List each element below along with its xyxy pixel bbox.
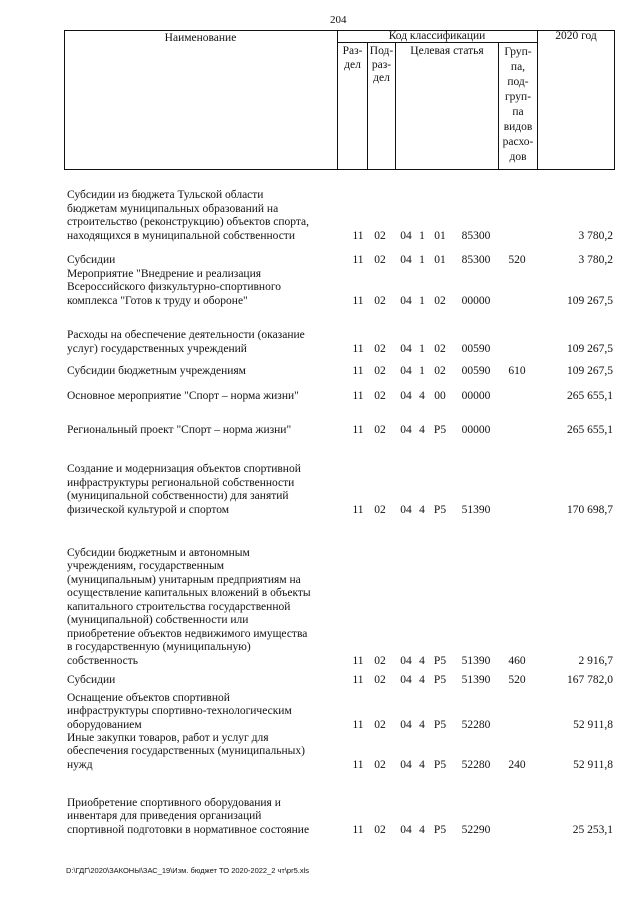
cell-ts1: 04 [400,758,412,771]
cell-ts2: 4 [419,673,425,686]
cell-podrazdel: 02 [374,364,386,377]
cell-ts3: P5 [433,823,447,836]
cell-amount: 52 911,8 [573,758,613,771]
footer-file-path: D:\ГДГ\2020\ЗАКОНЫ\ЗАС_19\Изм. бюджет ТО 2020-2022_2 чт\pr5.xls [66,866,310,875]
header-razdel: Раз- дел [342,45,363,71]
cell-ts2: 4 [419,758,425,771]
cell-amount: 265 655,1 [567,389,613,402]
cell-razdel: 11 [352,342,364,355]
cell-ts3: 02 [434,364,446,377]
cell-ts1: 04 [400,294,412,307]
cell-razdel: 11 [352,823,364,836]
cell-podrazdel: 02 [374,673,386,686]
row-name: Субсидии [67,253,116,266]
cell-ts2: 1 [419,364,425,377]
cell-razdel: 11 [352,423,364,436]
cell-group: 460 [508,654,526,667]
cell-ts3: P5 [433,654,447,667]
row-name: Приобретение спортивного оборудования и инвентаря для приведения организаций спортивной подготовки в нормативное состояние [67,796,310,836]
cell-ts1: 04 [400,673,412,686]
row-name: Основное мероприятие "Спорт – норма жизни" [67,389,299,402]
cell-amount: 109 267,5 [567,342,613,355]
cell-amount: 52 911,8 [573,718,613,731]
cell-amount: 25 253,1 [572,823,613,836]
cell-podrazdel: 02 [374,253,386,266]
cell-ts2: 1 [419,342,425,355]
cell-podrazdel: 02 [374,389,386,402]
cell-ts4: 85300 [461,253,491,266]
cell-ts1: 04 [400,342,412,355]
row-name: Субсидии бюджетным и автономным учреждениям, государственным (муниципальным) унитарным предприятиям на осуществление капитальных вложений в объекты капитального строительства государственной (муниципальной) собственности или приобретение объектов недвижимого имущества в государственную (муниципальную) собственность [67,546,311,667]
cell-razdel: 11 [352,673,364,686]
cell-ts4: 00000 [461,294,491,307]
cell-group: 610 [508,364,526,377]
header-target-article: Целевая статья [410,45,484,57]
cell-razdel: 11 [352,229,364,242]
row-name: Региональный проект "Спорт – норма жизни" [67,423,292,436]
cell-podrazdel: 02 [374,423,386,436]
cell-razdel: 11 [352,503,364,516]
cell-razdel: 11 [352,294,364,307]
cell-razdel: 11 [352,758,364,771]
cell-ts2: 4 [419,718,425,731]
cell-ts1: 04 [400,654,412,667]
cell-ts2: 4 [419,423,425,436]
cell-ts2: 1 [419,253,425,266]
cell-amount: 109 267,5 [567,364,613,377]
row-name: Иные закупки товаров, работ и услуг для обеспечения государственных (муниципальных) нужд [67,731,305,771]
cell-ts1: 04 [400,423,412,436]
cell-podrazdel: 02 [374,503,386,516]
cell-podrazdel: 02 [374,654,386,667]
cell-ts3: P5 [433,758,447,771]
cell-podrazdel: 02 [374,342,386,355]
cell-razdel: 11 [352,654,364,667]
cell-ts4: 52290 [461,823,491,836]
row-name: Создание и модернизация объектов спортивной инфраструктуры региональной собственности (муниципальной собственности) для занятий физической культурой и спортом [67,463,301,516]
header-name: Наименование [164,32,237,44]
cell-ts3: 02 [434,342,446,355]
cell-group: 240 [508,758,526,771]
cell-amount: 109 267,5 [567,294,613,307]
cell-podrazdel: 02 [374,823,386,836]
cell-ts3: P5 [433,718,447,731]
cell-razdel: 11 [352,389,364,402]
header-group: Груп- па, под- груп- па видов расхо- дов [502,46,534,163]
cell-ts1: 04 [400,364,412,377]
cell-ts4: 00590 [461,364,491,377]
cell-ts3: 01 [434,253,446,266]
cell-amount: 170 698,7 [567,503,613,516]
cell-ts3: 02 [434,294,446,307]
cell-ts2: 1 [419,229,425,242]
cell-razdel: 11 [352,253,364,266]
header-year: 2020 год [555,30,597,42]
cell-ts4: 00590 [461,342,491,355]
cell-ts4: 51390 [461,654,491,667]
cell-ts4: 00000 [461,423,491,436]
row-name: Расходы на обеспечение деятельности (оказание услуг) государственных учреждений [67,329,305,355]
cell-podrazdel: 02 [374,229,386,242]
cell-amount: 3 780,2 [578,229,613,242]
row-name: Субсидии бюджетным учреждениям [67,364,246,377]
header-podrazdel: Под- раз- дел [369,45,394,84]
cell-podrazdel: 02 [374,758,386,771]
cell-amount: 167 782,0 [567,673,613,686]
row-name: Субсидии [67,673,116,686]
cell-ts3: 01 [434,229,446,242]
cell-ts4: 52280 [461,718,491,731]
cell-ts1: 04 [400,229,412,242]
cell-ts4: 85300 [461,229,491,242]
cell-podrazdel: 02 [374,718,386,731]
cell-group: 520 [508,673,526,686]
cell-ts1: 04 [400,823,412,836]
cell-ts3: P5 [433,503,447,516]
cell-ts3: P5 [433,423,447,436]
cell-ts1: 04 [400,718,412,731]
row-name: Оснащение объектов спортивной инфраструктуры спортивно-технологическим оборудованием [67,691,292,731]
cell-ts3: P5 [433,673,447,686]
header-classification: Код классификации [388,30,486,42]
cell-ts1: 04 [400,389,412,402]
cell-group: 520 [508,253,526,266]
row-name: Субсидии из бюджета Тульской области бюджетам муниципальных образований на строительство (реконструкцию) объектов спорта, находящихся в муниципальной собственности [67,189,310,242]
cell-ts4: 51390 [461,673,491,686]
cell-ts3: 00 [434,389,446,402]
cell-ts4: 51390 [461,503,491,516]
cell-ts1: 04 [400,253,412,266]
cell-ts2: 1 [419,294,425,307]
cell-podrazdel: 02 [374,294,386,307]
cell-amount: 265 655,1 [567,423,613,436]
cell-ts4: 00000 [461,389,491,402]
cell-amount: 2 916,7 [578,654,613,667]
page-number: 204 [330,14,347,26]
cell-amount: 3 780,2 [578,253,613,266]
cell-ts2: 4 [419,389,425,402]
cell-razdel: 11 [352,718,364,731]
cell-ts2: 4 [419,654,425,667]
row-name: Мероприятие "Внедрение и реализация Всероссийского физкультурно-спортивного комплекса "Готов к труду и обороне" [67,267,282,307]
cell-ts2: 4 [419,823,425,836]
cell-ts2: 4 [419,503,425,516]
cell-razdel: 11 [352,364,364,377]
cell-ts1: 04 [400,503,412,516]
cell-ts4: 52280 [461,758,491,771]
